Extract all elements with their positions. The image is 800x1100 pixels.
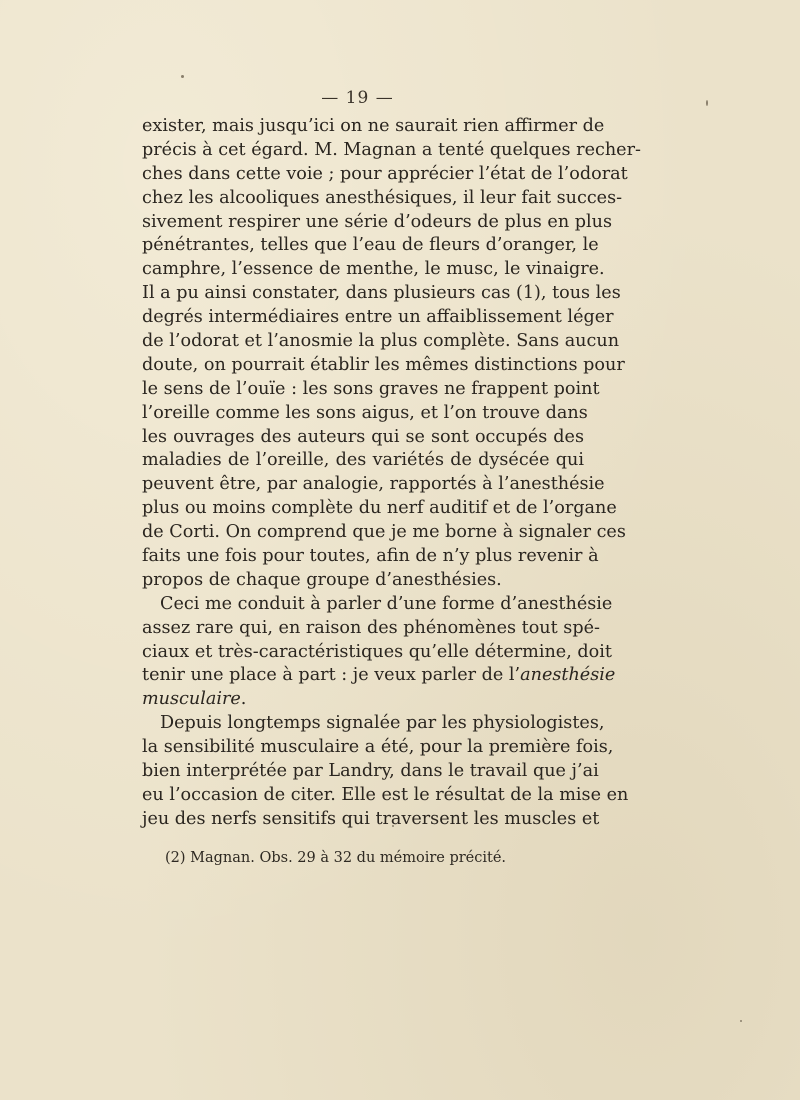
- text-line: propos de chaque groupe d’anesthésies.: [142, 569, 502, 590]
- text-line-with-italic: [142, 664, 616, 688]
- text-line: doute, on pourrait établir les mêmes distinctions pour: [142, 354, 625, 375]
- text-line: assez rare qui, en raison des phénomènes tout spé-: [142, 617, 600, 638]
- text-line: pénétrantes, telles que l’eau de fleurs d’oranger, le: [142, 235, 599, 256]
- text-segment: tenir une place à part : je veux parler de l’: [142, 665, 521, 686]
- text-line: ciaux et très-caractéristiques qu’elle détermine, doit: [142, 641, 612, 662]
- italic-term: anesthésie: [520, 665, 616, 686]
- text-line: de l’odorat et l’anosmie la plus complète. Sans aucun: [142, 331, 620, 352]
- text-line: de Corti. On comprend que je me borne à signaler ces: [142, 522, 626, 543]
- text-line: précis à cet égard. M. Magnan a tenté quelques recher-: [142, 139, 641, 160]
- text-line: chez les alcooliques anesthésiques, il leur fait succes-: [142, 187, 623, 208]
- text-line: exister, mais jusqu’ici on ne saurait rien affirmer de: [142, 116, 605, 136]
- text-line: ches dans cette voie ; pour apprécier l’état de l’odorat: [142, 163, 628, 184]
- text-line: plus ou moins complète du nerf auditif et de l’organe: [142, 498, 617, 519]
- text-line: Ceci me conduit à parler d’une forme d’anesthésie: [160, 593, 613, 614]
- text-line-with-italic: [142, 688, 584, 712]
- italic-term: musculaire: [142, 689, 241, 710]
- text-line: Depuis longtemps signalée par les physiologistes,: [160, 713, 605, 734]
- text-segment: .: [240, 689, 247, 710]
- text-line: faits une fois pour toutes, afin de n’y plus revenir à: [142, 546, 599, 567]
- paper-speck: [740, 1020, 742, 1022]
- text-line: eu l’occasion de citer. Elle est le résultat de la mise en: [142, 784, 629, 805]
- body-text: [142, 115, 641, 832]
- footnote: (2) Magnan. Obs. 29 à 32 du mémoire précité.: [165, 850, 507, 866]
- page-number: — 19 —: [321, 88, 394, 108]
- text-line: sivement respirer une série d’odeurs de plus en plus: [142, 211, 612, 232]
- text-line: jeu des nerfs sensitifs qui traversent les muscles et: [142, 808, 600, 829]
- text-line: maladies de l’oreille, des variétés de dysécée qui: [142, 450, 584, 471]
- text-line: camphre, l’essence de menthe, le musc, le vinaigre.: [142, 259, 605, 280]
- text-line: le sens de l’ouïe : les sons graves ne frappent point: [142, 378, 600, 399]
- text-line: bien interprétée par Landry, dans le travail que j’ai: [142, 761, 599, 782]
- text-line: peuvent être, par analogie, rapportés à l’anesthésie: [142, 474, 605, 495]
- text-line: degrés intermédiaires entre un affaiblissement léger: [142, 307, 614, 328]
- text-line: Il a pu ainsi constater, dans plusieurs cas (1), tous les: [142, 283, 621, 304]
- text-line: les ouvrages des auteurs qui se sont occupés des: [142, 426, 584, 447]
- text-line: la sensibilité musculaire a été, pour la première fois,: [142, 737, 614, 758]
- text-line: l’oreille comme les sons aigus, et l’on trouve dans: [142, 402, 588, 423]
- paper-speck: [181, 75, 184, 78]
